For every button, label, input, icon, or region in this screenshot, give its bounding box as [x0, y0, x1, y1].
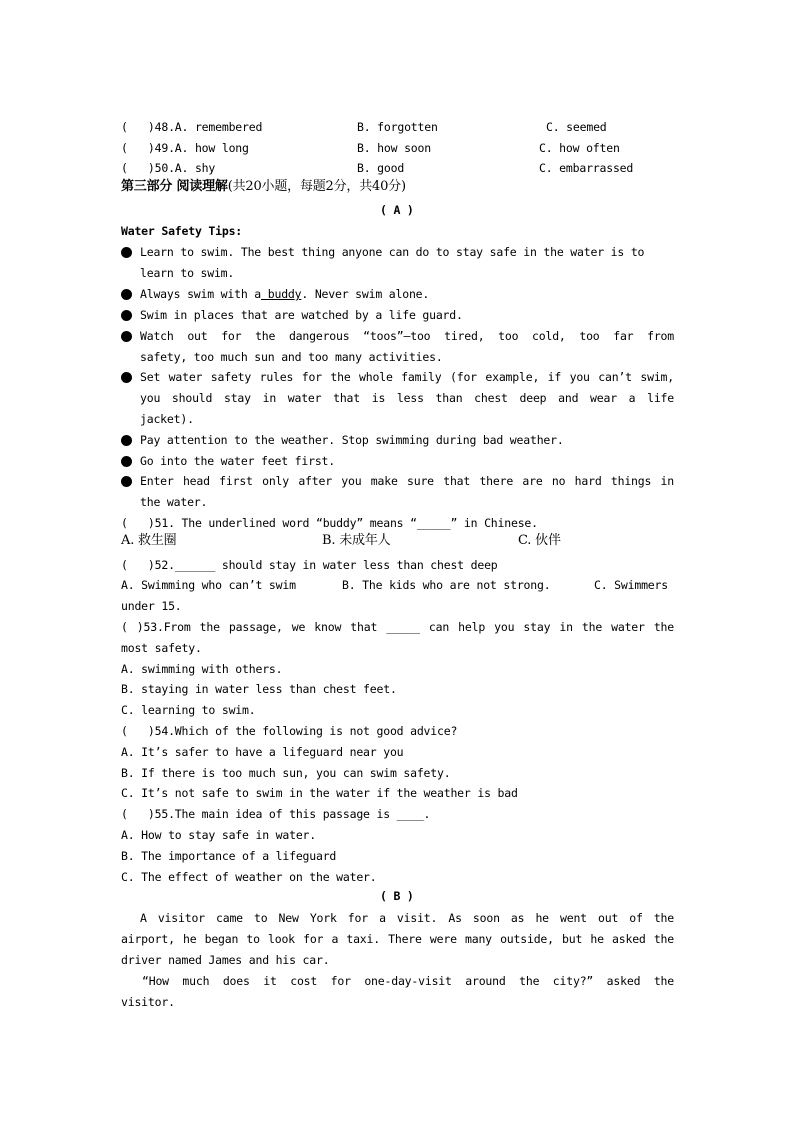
- q52-option-c-cont: under 15.: [121, 599, 182, 613]
- passage-b-p1-line-1: A visitor came to New York for a visit. As soon as he went out of the: [140, 911, 674, 925]
- q51-option-b: B. 未成年人: [322, 533, 391, 548]
- bullet-icon: [121, 372, 132, 383]
- q53-option-c: C. learning to swim.: [121, 703, 256, 717]
- q55-option-a: A. How to stay safe in water.: [121, 828, 316, 842]
- section-info: (共20小题，每题2分，共40分): [227, 179, 406, 194]
- q48-option-c: C. seemed: [546, 120, 607, 134]
- passage-a-heading: Water Safety Tips:: [121, 224, 243, 238]
- passage-a-label: ( A ): [380, 203, 414, 217]
- tip-1-line-2: learn to swim.: [140, 266, 235, 280]
- bullet-icon: [121, 456, 132, 467]
- bullet-icon: [121, 247, 132, 258]
- tip-8-line-2: the water.: [140, 495, 208, 509]
- bullet-icon: [121, 435, 132, 446]
- q51-option-c: C. 伙伴: [518, 533, 561, 548]
- bullet-icon: [121, 289, 132, 300]
- passage-b-p1-line-2: airport, he began to look for a taxi. There were many outside, but he asked the: [121, 932, 674, 946]
- q53-question-line-1: ( )53.From the passage, we know that _____ can help you stay in the water the: [121, 620, 674, 634]
- tip-2: [140, 286, 429, 302]
- bullet-icon: [121, 331, 132, 342]
- q52-option-b: B. The kids who are not strong.: [342, 578, 551, 592]
- q50-question: ( )50.A. shy: [121, 161, 216, 175]
- passage-b-p2-line-2: visitor.: [121, 995, 175, 1009]
- q50-option-c: C. embarrassed: [539, 161, 634, 175]
- bullet-icon: [121, 476, 132, 487]
- q53-question-line-2: most safety.: [121, 641, 202, 655]
- passage-b-label: ( B ): [380, 889, 414, 903]
- q52-option-a: A. Swimming who can’t swim: [121, 578, 296, 592]
- q55-option-c: C. The effect of weather on the water.: [121, 870, 377, 884]
- tip-1-line-1: [140, 244, 674, 260]
- tip-6: Pay attention to the weather. Stop swimming during bad weather.: [140, 433, 564, 447]
- q52-option-c: C. Swimmers: [594, 578, 668, 592]
- q51-option-a: A. 救生圈: [121, 533, 177, 548]
- section-title: 第三部分 阅读理解: [121, 179, 228, 194]
- bullet-icon: [121, 310, 132, 321]
- tip-4-line-1: Watch out for the dangerous “toos”—too tired, too cold, too far from: [140, 329, 674, 343]
- tip-7: Go into the water feet first.: [140, 454, 335, 468]
- section-heading: [121, 179, 406, 195]
- tip-8-line-1: Enter head first only after you make sure that there are no hard things in: [140, 474, 674, 488]
- q54-option-b: B. If there is too much sun, you can swim safety.: [121, 766, 451, 780]
- q49-option-c: C. how often: [539, 141, 620, 155]
- q54-option-a: A. It’s safer to have a lifeguard near you: [121, 745, 404, 759]
- tip-2-part-3: . Never swim alone.: [301, 287, 430, 301]
- passage-b-p1-line-3: driver named James and his car.: [121, 953, 330, 967]
- tip-5-line-3: jacket).: [140, 412, 194, 426]
- tip-2-part-1: Always swim with a: [140, 287, 262, 301]
- q50-option-b: B. good: [357, 161, 405, 175]
- q48-option-b: B. forgotten: [357, 120, 438, 134]
- q51-question: ( )51. The underlined word “buddy” means “_____” in Chinese.: [121, 516, 538, 530]
- q49-question: ( )49.A. how long: [121, 141, 249, 155]
- tip-5-line-2: you should stay in water that is less than chest deep and wear a life: [140, 391, 674, 405]
- tip-3: Swim in places that are watched by a life guard.: [140, 308, 463, 322]
- tip-5-line-1: Set water safety rules for the whole family (for example, if you can’t swim,: [140, 370, 674, 384]
- tip-1-text: Learn to swim. The best thing anyone can do to stay safe in the water is to: [140, 245, 645, 259]
- tip-4-line-2: safety, too much sun and too many activities.: [140, 350, 443, 364]
- q48-question: ( )48.A. remembered: [121, 120, 263, 134]
- q54-option-c: C. It’s not safe to swim in the water if the weather is bad: [121, 786, 518, 800]
- passage-b-p2-line-1: “How much does it cost for one-day-visit around the city?” asked the: [142, 974, 674, 988]
- q55-question: ( )55.The main idea of this passage is ____.: [121, 807, 431, 821]
- q52-question: ( )52.______ should stay in water less than chest deep: [121, 558, 498, 572]
- q54-question: ( )54.Which of the following is not good advice?: [121, 724, 458, 738]
- q49-option-b: B. how soon: [357, 141, 431, 155]
- q53-option-b: B. staying in water less than chest feet.: [121, 682, 397, 696]
- q55-option-b: B. The importance of a lifeguard: [121, 849, 337, 863]
- underlined-word-buddy: buddy: [261, 287, 302, 301]
- q53-option-a: A. swimming with others.: [121, 662, 283, 676]
